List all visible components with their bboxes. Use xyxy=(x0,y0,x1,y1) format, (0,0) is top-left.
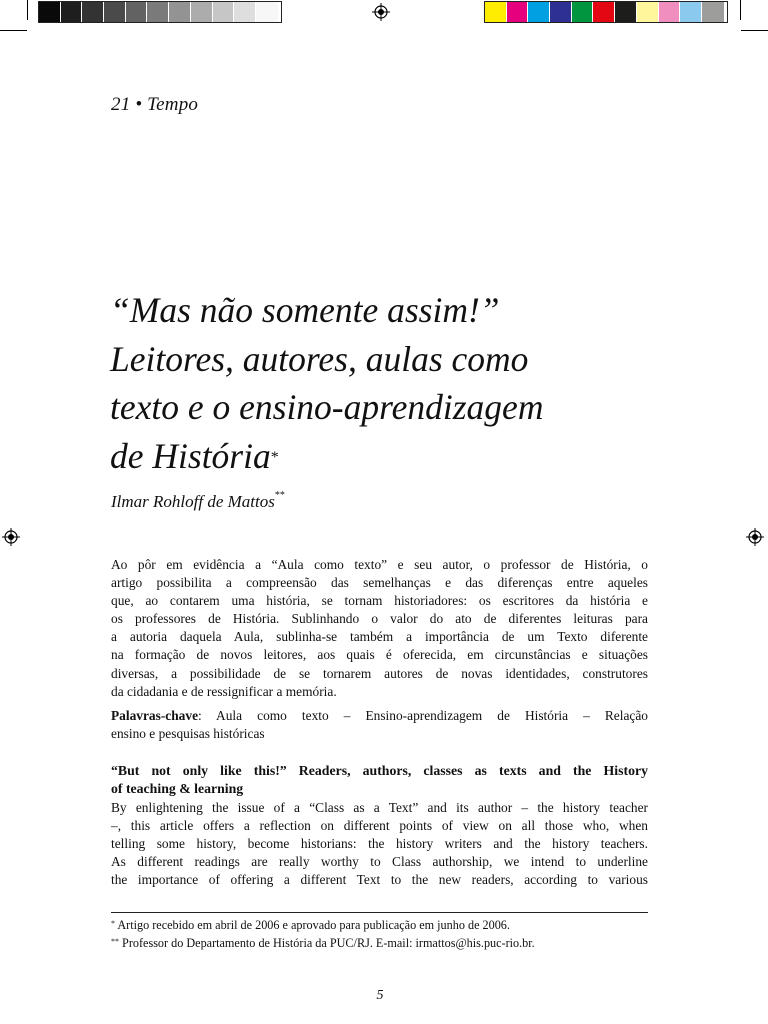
color-swatch xyxy=(485,2,507,22)
color-swatch xyxy=(528,2,550,22)
abstract-line: a autoria daquela Aula, sublinha-se também a importância de um Texto diferente xyxy=(111,629,648,645)
keywords xyxy=(111,707,648,743)
crop-mark-top-left xyxy=(0,30,27,31)
article-title xyxy=(110,286,670,480)
abstract-line: As different readings are really worthy to Class authorship, we intend to underline xyxy=(111,854,648,870)
abstract-english xyxy=(111,799,648,889)
title-footnote-marker: * xyxy=(270,448,279,466)
crop-mark-top-right-vertical xyxy=(740,0,741,20)
crop-mark-top-right xyxy=(741,30,768,31)
keywords-text: ensino e pesquisas históricas xyxy=(111,726,265,742)
footnote-marker: * xyxy=(111,919,115,928)
abstract-title-line: of teaching & learning xyxy=(111,781,244,797)
color-swatch xyxy=(104,2,126,22)
footnote-text: Artigo recebido em abril de 2006 e aprovado para publicação em junho de 2006. xyxy=(115,918,510,932)
keywords-text: : Aula como texto – Ensino-aprendizagem de História – Relação xyxy=(198,708,648,723)
footnote-divider xyxy=(111,912,648,913)
color-swatch xyxy=(572,2,594,22)
registration-mark-icon xyxy=(372,3,390,21)
color-swatch xyxy=(147,2,169,22)
keywords-label: Palavras-chave xyxy=(111,708,199,723)
title-line: “Mas não somente assim!” xyxy=(110,290,500,330)
abstract-portuguese xyxy=(111,556,648,701)
abstract-line: artigo possibilita a compreensão das semelhanças e das diferenças entre aqueles xyxy=(111,575,648,591)
grayscale-color-bar xyxy=(38,1,282,23)
abstract-title-line: “But not only like this!” Readers, authors, classes as texts and the History xyxy=(111,763,648,778)
footnote xyxy=(111,917,510,933)
author-label: Ilmar Rohloff de Mattos xyxy=(111,492,275,511)
title-line: texto e o ensino-aprendizagem xyxy=(110,387,544,427)
color-swatch xyxy=(61,2,83,22)
registration-mark-icon xyxy=(746,528,764,546)
color-swatch xyxy=(126,2,148,22)
page-number: 5 xyxy=(376,988,384,1003)
author-name xyxy=(111,492,285,512)
footnote xyxy=(111,935,535,951)
abstract-line: Ao pôr em evidência a “Aula como texto” e seu autor, o professor de História, o xyxy=(111,557,648,572)
abstract-line: que, ao contarem uma história, se tornam historiadores: os escritores da história e xyxy=(111,593,648,609)
abstract-line: –, this article offers a reflection on different points of view on all those who, when xyxy=(111,818,648,834)
color-swatch xyxy=(256,2,278,22)
abstract-line: By enlightening the issue of a “Class as a Text” and its author – the history teacher xyxy=(111,800,648,815)
footnote-text: Professor do Departamento de História da PUC/RJ. E-mail: irmattos@his.puc-rio.br. xyxy=(119,936,535,950)
color-swatch xyxy=(615,2,637,22)
abstract-line: telling some history, become historians: the history writers and the history teachers. xyxy=(111,836,648,852)
abstract-line: na formação de novos leitores, aos quais é oferecida, em circunstâncias e situações xyxy=(111,647,648,663)
color-swatch xyxy=(550,2,572,22)
title-line: Leitores, autores, aulas como xyxy=(110,338,529,379)
color-swatch xyxy=(507,2,529,22)
color-swatch xyxy=(659,2,681,22)
abstract-line: diversas, a possibilidade de se tornarem autores de novas identidades, construtores xyxy=(111,665,648,681)
crop-mark-top-left-vertical xyxy=(27,0,28,20)
color-swatch xyxy=(213,2,235,22)
color-swatch xyxy=(234,2,256,22)
color-swatch xyxy=(169,2,191,22)
color-swatch xyxy=(82,2,104,22)
color-swatch xyxy=(191,2,213,22)
color-swatch xyxy=(702,2,724,22)
color-swatch xyxy=(637,2,659,22)
color-swatch xyxy=(39,2,61,22)
footnote-marker: ** xyxy=(111,937,119,946)
abstract-line: os professores de História. Sublinhando o valor do ato de diferentes leituras para xyxy=(111,611,648,627)
abstract-line: the importance of offering a different Text to the new readers, according to various xyxy=(111,872,648,888)
running-head: 21 • Tempo xyxy=(111,94,199,115)
abstract-line: da cidadania e de ressignificar a memória. xyxy=(111,683,337,699)
process-color-bar xyxy=(484,1,728,23)
color-swatch xyxy=(680,2,702,22)
color-swatch xyxy=(593,2,615,22)
author-footnote-marker: ** xyxy=(274,490,285,501)
title-line: de História xyxy=(110,435,271,476)
abstract-english-title xyxy=(111,762,648,798)
registration-mark-icon xyxy=(2,528,20,546)
